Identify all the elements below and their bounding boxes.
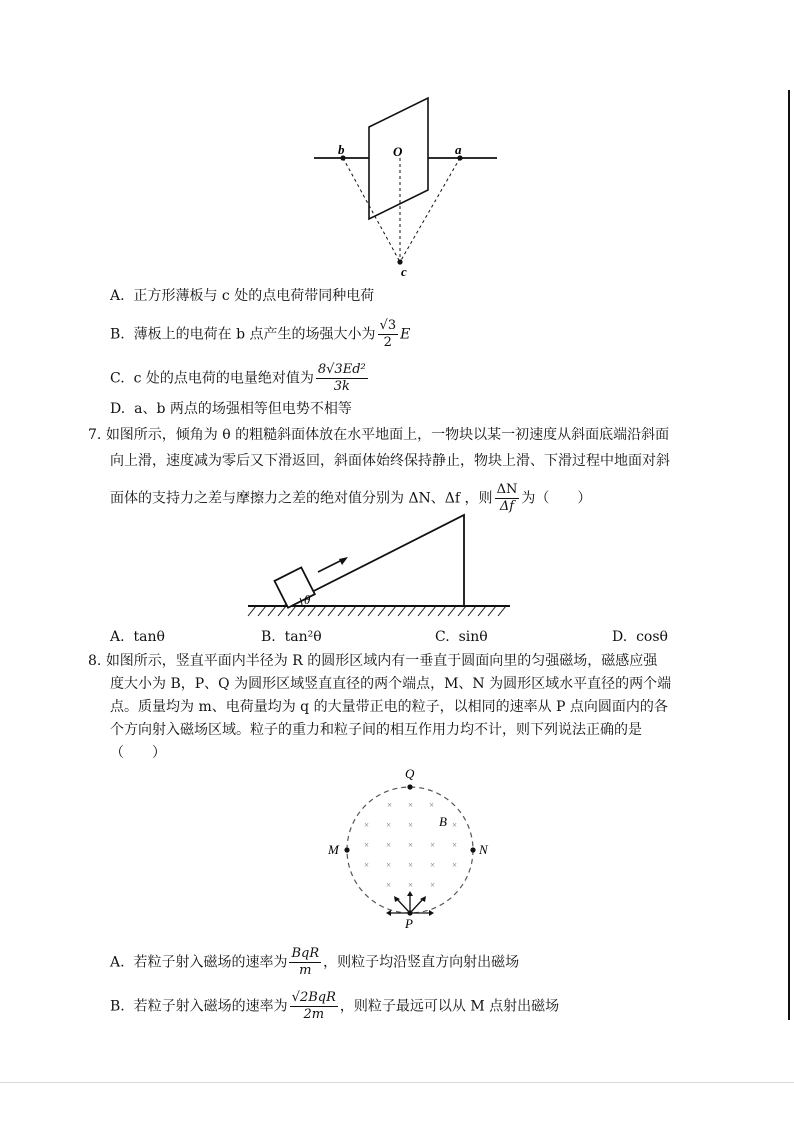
figure-magnetic-circle	[0, 762, 794, 932]
svg-text:×: ×	[408, 800, 414, 810]
q8-stem-line4: 个方向射入磁场区域。粒子的重力和粒子间的相互作用力均不计，则下列说法正确的是	[110, 722, 642, 738]
figure-plate-charges	[0, 0, 794, 290]
svg-text:×: ×	[387, 800, 393, 810]
fraction: $\frac{√3}{2}$	[379, 318, 397, 350]
label-P: P	[405, 916, 413, 931]
label-b: b	[338, 142, 345, 157]
q7-option-a: A. tanθ	[110, 629, 165, 645]
q6-option-c: C. c 处的点电荷的电量绝对值为 $\frac{\text{8√3Ed²}}{3k}$	[110, 362, 366, 394]
svg-text:×: ×	[430, 860, 436, 870]
q8-stem-line3: 点。质量均为 m、电荷量均为 q 的大量带正电的粒子，以相同的速率从 P 点向圆面内的各	[110, 699, 668, 715]
svg-text:×: ×	[386, 840, 392, 850]
svg-text:×: ×	[430, 840, 436, 850]
q8-option-a: A. 若粒子射入磁场的速率为 $\frac{\text{BqR}}{m}$ ，则粒子均沿竖直方向射出磁场	[110, 946, 520, 978]
q8-option-b: B. 若粒子射入磁场的速率为 $\frac{\text{√2BqR}}{2m}$ ，则粒子最远可以从 M 点射出磁场	[110, 990, 560, 1022]
q7-stem-line1: 7. 如图所示，倾角为 θ 的粗糙斜面体放在水平地面上，一物块以某一初速度从斜面底端沿斜面	[88, 427, 670, 443]
svg-text:×: ×	[408, 880, 414, 890]
svg-text:×: ×	[452, 860, 458, 870]
svg-text:×: ×	[408, 840, 414, 850]
q6-option-a: A. 正方形薄板与 c 处的点电荷带同种电荷	[110, 288, 375, 304]
fraction: $\frac{\text{8√3Ed²}}{3k}$	[317, 362, 366, 394]
q7-option-c: C. sinθ	[435, 629, 488, 645]
label-theta: θ	[304, 592, 311, 607]
page-bottom-divider	[0, 1082, 794, 1083]
svg-text:×: ×	[386, 820, 392, 830]
q8-stem-line1: 8. 如图所示，竖直平面内半径为 R 的圆形区域内有一垂直于圆面向里的匀强磁场，磁感应强	[88, 653, 658, 669]
label-Q: Q	[405, 766, 415, 781]
svg-text:×: ×	[429, 800, 435, 810]
q7-option-b: B. tan²θ	[261, 629, 322, 645]
q8-stem-line2: 度大小为 B，P、Q 为圆形区域竖直直径的两个端点，M、N 为圆形区域水平直径的两个端	[110, 676, 672, 692]
fraction-dn-df: $\frac{\Delta N}{\Delta f}$	[496, 482, 518, 514]
svg-text:×: ×	[452, 820, 458, 830]
label-c: c	[401, 264, 407, 279]
svg-text:×: ×	[364, 840, 370, 850]
fraction: $\frac{\text{BqR}}{m}$	[291, 946, 320, 978]
fraction: $\frac{\text{√2BqR}}{2m}$	[291, 990, 336, 1022]
figure-incline	[0, 508, 794, 638]
q7-stem-line2: 向上滑，速度减为零后又下滑返回，斜面体始终保持静止，物块上滑、下滑过程中地面对斜	[110, 453, 670, 469]
q7-stem-line3: 面体的支持力之差与摩擦力之差的绝对值分别为 ΔN、Δf ，则 $\frac{\Delta N}{\Delta f}$ 为（ ）	[110, 482, 592, 514]
q7-option-d: D. cosθ	[612, 629, 668, 645]
svg-text:×: ×	[364, 820, 370, 830]
point-Q	[407, 784, 412, 789]
svg-text:×: ×	[386, 880, 392, 890]
point-N	[470, 847, 475, 852]
svg-text:×: ×	[430, 880, 436, 890]
label-N: N	[479, 842, 488, 857]
label-a: a	[455, 142, 462, 157]
svg-text:×: ×	[408, 860, 414, 870]
svg-text:×: ×	[386, 860, 392, 870]
svg-text:×: ×	[364, 860, 370, 870]
q6-option-d: D. a、b 两点的场强相等但电势不相等	[110, 401, 352, 417]
label-M: M	[328, 842, 339, 857]
svg-text:×: ×	[408, 820, 414, 830]
q8-stem-line5: （ ）	[110, 745, 166, 761]
label-B: B	[439, 814, 447, 829]
label-O: O	[393, 144, 403, 159]
q6-option-b: B. 薄板上的电荷在 b 点产生的场强大小为 $\frac{√3}{2}$ E	[110, 318, 411, 350]
point-M	[344, 847, 349, 852]
svg-text:×: ×	[452, 840, 458, 850]
